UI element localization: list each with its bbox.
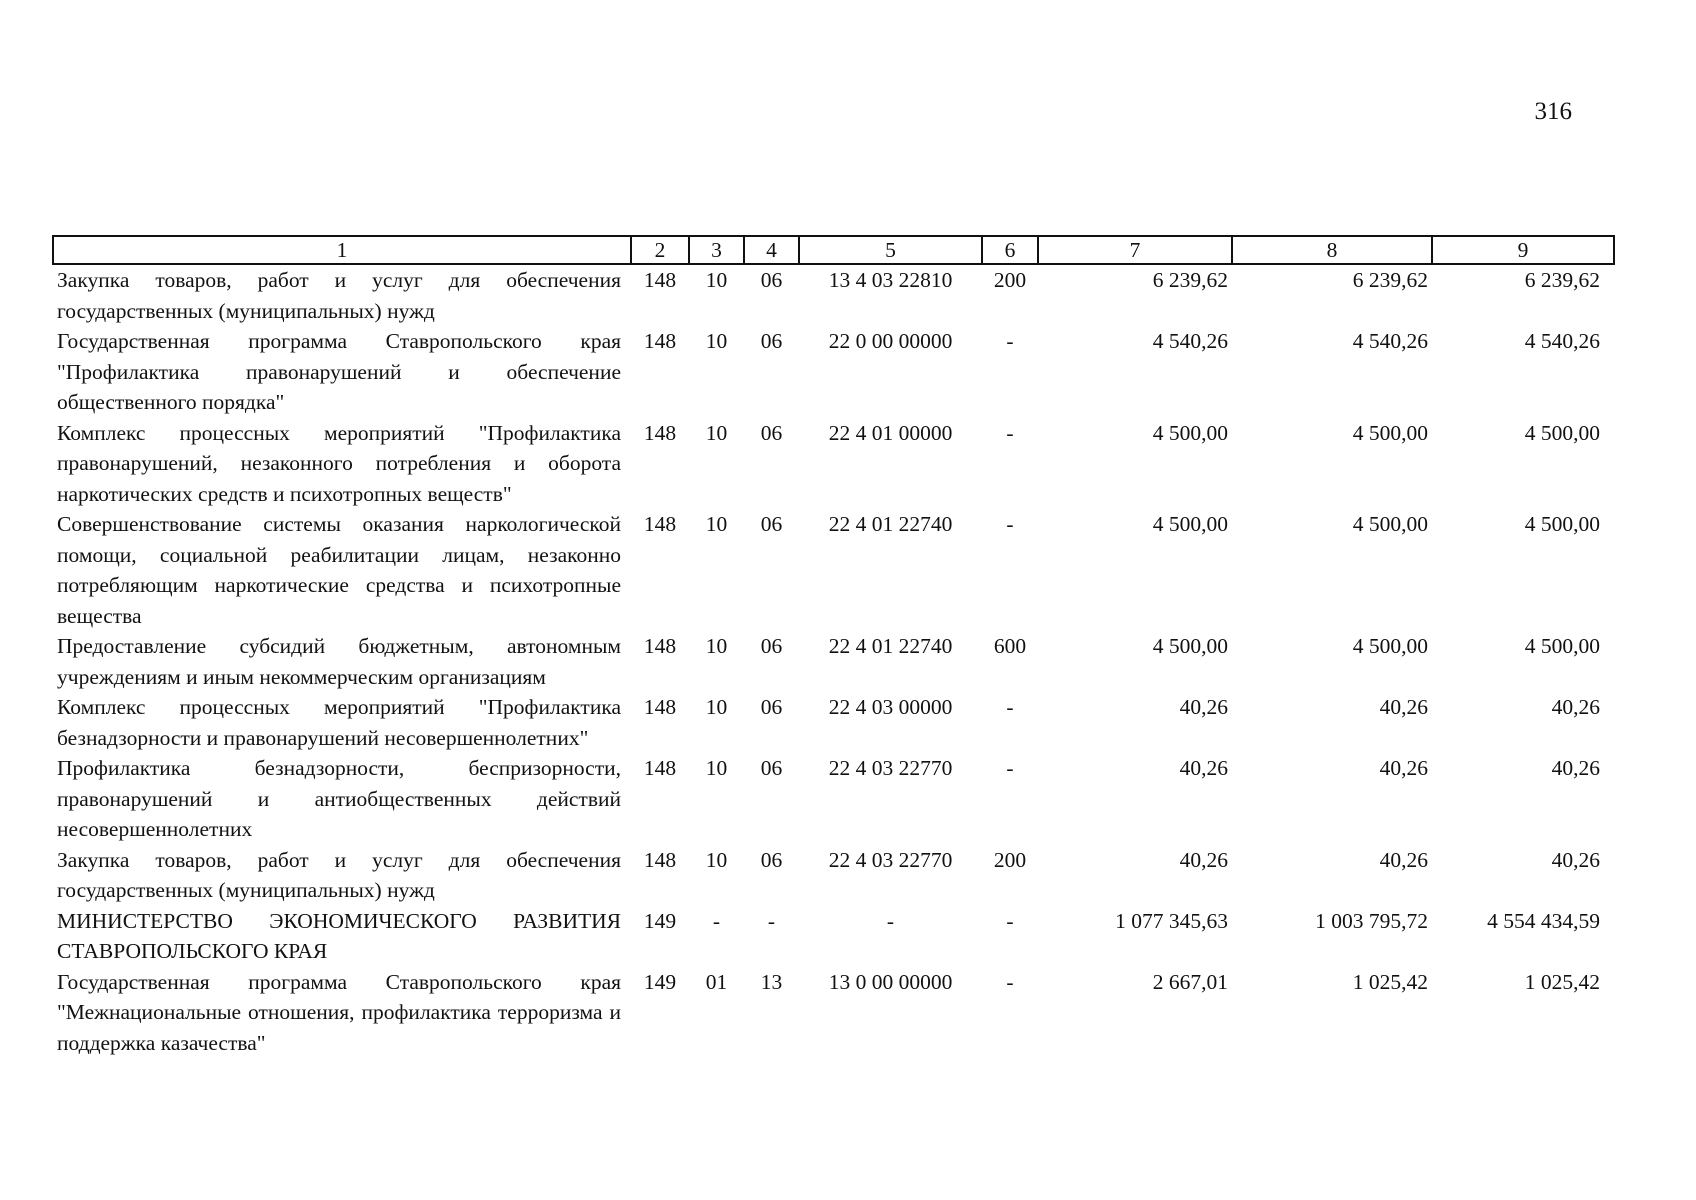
row-target-article: - bbox=[886, 908, 895, 933]
row-name: Комплекс процессных мероприятий "Профилактика безнадзорности и правонарушений несовершеннолетних" bbox=[57, 695, 621, 750]
row-amount-col9: 4 540,26 bbox=[1524, 329, 1600, 353]
row-section: 10 bbox=[705, 847, 728, 872]
row-amount-col9: 6 239,62 bbox=[1524, 268, 1600, 292]
row-section: 10 bbox=[705, 756, 728, 780]
row-amount-col8: 4 500,00 bbox=[1352, 634, 1428, 658]
table-row bbox=[53, 967, 1614, 1059]
row-expense-type: - bbox=[1006, 695, 1014, 719]
column-header-7: 7 bbox=[1038, 236, 1232, 264]
column-header-3: 3 bbox=[689, 236, 744, 264]
row-ministry-code: 148 bbox=[643, 756, 677, 780]
row-expense-type: - bbox=[1006, 512, 1014, 536]
row-subsection: 06 bbox=[760, 268, 783, 292]
row-target-article: 22 0 00 00000 bbox=[828, 329, 953, 353]
budget-table bbox=[52, 235, 1615, 1058]
row-section: 10 bbox=[705, 512, 728, 536]
row-name: МИНИСТЕРСТВО ЭКОНОМИЧЕСКОГО РАЗВИТИЯ СТАВРОПОЛЬСКОГО КРАЯ bbox=[57, 908, 621, 963]
row-amount-col9: 40,26 bbox=[1551, 695, 1600, 719]
column-header-2: 2 bbox=[631, 236, 689, 264]
row-ministry-code: 148 bbox=[643, 420, 677, 445]
row-section: - bbox=[712, 908, 721, 933]
row-amount-col9: 40,26 bbox=[1551, 756, 1600, 780]
row-name: Предоставление субсидий бюджетным, автономным учреждениям и иным некоммерческим организациям bbox=[57, 634, 621, 689]
row-expense-type: - bbox=[1006, 756, 1014, 780]
table-header bbox=[53, 236, 1614, 264]
row-section: 10 bbox=[705, 329, 728, 353]
row-amount-col7: 4 500,00 bbox=[1152, 420, 1228, 445]
table-row bbox=[53, 326, 1614, 418]
table-row bbox=[53, 264, 1614, 326]
row-ministry-code: 148 bbox=[643, 268, 677, 292]
row-amount-col7: 40,26 bbox=[1179, 847, 1228, 872]
row-target-article: 13 4 03 22810 bbox=[828, 268, 953, 292]
table-row bbox=[53, 692, 1614, 753]
row-target-article: 22 4 03 00000 bbox=[828, 695, 953, 719]
row-subsection: 06 bbox=[760, 756, 783, 780]
row-amount-col8: 1 025,42 bbox=[1352, 969, 1428, 994]
column-header-5: 5 bbox=[799, 236, 982, 264]
row-section: 01 bbox=[705, 969, 728, 994]
row-target-article: 22 4 01 00000 bbox=[828, 420, 953, 445]
row-target-article: 22 4 01 22740 bbox=[828, 634, 953, 658]
row-amount-col7: 1 077 345,63 bbox=[1115, 908, 1228, 933]
row-amount-col7: 40,26 bbox=[1179, 695, 1228, 719]
row-name: Закупка товаров, работ и услуг для обеспечения государственных (муниципальных) нужд bbox=[57, 847, 621, 902]
row-amount-col7: 4 500,00 bbox=[1152, 512, 1228, 536]
row-amount-col8: 4 500,00 bbox=[1352, 512, 1428, 536]
row-amount-col7: 2 667,01 bbox=[1152, 969, 1228, 994]
row-expense-type: - bbox=[1006, 969, 1014, 994]
row-subsection: 06 bbox=[760, 329, 783, 353]
row-amount-col9: 4 500,00 bbox=[1524, 634, 1600, 658]
row-amount-col9: 4 500,00 bbox=[1524, 420, 1600, 445]
row-amount-col8: 4 540,26 bbox=[1352, 329, 1428, 353]
row-expense-type: - bbox=[1006, 420, 1014, 445]
row-subsection: 06 bbox=[760, 847, 783, 872]
row-amount-col7: 4 540,26 bbox=[1152, 329, 1228, 353]
row-target-article: 22 4 01 22740 bbox=[828, 512, 953, 536]
row-ministry-code: 148 bbox=[643, 634, 677, 658]
row-subsection: 06 bbox=[760, 695, 783, 719]
row-section: 10 bbox=[705, 268, 728, 292]
page-number: 316 bbox=[1534, 98, 1572, 125]
table-row bbox=[53, 509, 1614, 631]
row-subsection: - bbox=[767, 908, 776, 933]
row-amount-col9: 4 500,00 bbox=[1524, 512, 1600, 536]
row-amount-col7: 6 239,62 bbox=[1152, 268, 1228, 292]
column-header-6: 6 bbox=[982, 236, 1038, 264]
table-row bbox=[53, 753, 1614, 845]
row-amount-col9: 40,26 bbox=[1551, 847, 1600, 872]
row-expense-type: 600 bbox=[993, 634, 1027, 658]
row-amount-col8: 40,26 bbox=[1379, 847, 1428, 872]
row-name: Профилактика безнадзорности, беспризорности, правонарушений и антиобщественных действий несовершеннолетних bbox=[57, 756, 621, 841]
row-ministry-code: 148 bbox=[643, 512, 677, 536]
row-section: 10 bbox=[705, 634, 728, 658]
table-body bbox=[53, 264, 1614, 1058]
column-header-4: 4 bbox=[744, 236, 799, 264]
row-ministry-code: 148 bbox=[643, 695, 677, 719]
row-target-article: 22 4 03 22770 bbox=[828, 847, 953, 872]
column-header-1: 1 bbox=[53, 236, 631, 264]
row-ministry-code: 148 bbox=[643, 329, 677, 353]
row-amount-col8: 6 239,62 bbox=[1352, 268, 1428, 292]
row-amount-col9: 1 025,42 bbox=[1524, 969, 1600, 994]
row-name: Государственная программа Ставропольского края "Профилактика правонарушений и обеспечение общественного порядка" bbox=[57, 329, 621, 414]
row-expense-type: 200 bbox=[993, 847, 1027, 872]
row-subsection: 06 bbox=[760, 634, 783, 658]
row-amount-col8: 40,26 bbox=[1379, 695, 1428, 719]
row-amount-col8: 1 003 795,72 bbox=[1315, 908, 1428, 933]
header-row bbox=[53, 236, 1614, 264]
column-header-8: 8 bbox=[1232, 236, 1432, 264]
row-expense-type: - bbox=[1006, 908, 1014, 933]
row-amount-col9: 4 554 434,59 bbox=[1487, 908, 1600, 933]
row-subsection: 13 bbox=[760, 969, 783, 994]
table-row bbox=[53, 845, 1614, 906]
row-target-article: 22 4 03 22770 bbox=[828, 756, 953, 780]
table-row bbox=[53, 631, 1614, 692]
column-header-9: 9 bbox=[1432, 236, 1614, 264]
row-subsection: 06 bbox=[760, 512, 783, 536]
row-ministry-code: 149 bbox=[643, 969, 677, 994]
table-row bbox=[53, 418, 1614, 510]
table-row bbox=[53, 906, 1614, 967]
row-name: Государственная программа Ставропольского края "Межнациональные отношения, профилактика терроризма и поддержка казачества" bbox=[57, 969, 621, 1055]
row-amount-col7: 4 500,00 bbox=[1152, 634, 1228, 658]
row-target-article: 13 0 00 00000 bbox=[828, 969, 953, 994]
row-section: 10 bbox=[705, 420, 728, 445]
row-ministry-code: 148 bbox=[643, 847, 677, 872]
row-amount-col8: 4 500,00 bbox=[1352, 420, 1428, 445]
row-expense-type: - bbox=[1006, 329, 1014, 353]
row-expense-type: 200 bbox=[993, 268, 1027, 292]
row-amount-col8: 40,26 bbox=[1379, 756, 1428, 780]
row-ministry-code: 149 bbox=[643, 908, 677, 933]
row-name: Закупка товаров, работ и услуг для обеспечения государственных (муниципальных) нужд bbox=[57, 268, 621, 323]
row-section: 10 bbox=[705, 695, 728, 719]
row-name: Совершенствование системы оказания наркологической помощи, социальной реабилитации лицам, незаконно потребляющим наркотические средства и психотропные вещества bbox=[57, 512, 621, 628]
row-subsection: 06 bbox=[760, 420, 783, 445]
row-amount-col7: 40,26 bbox=[1179, 756, 1228, 780]
row-name: Комплекс процессных мероприятий "Профилактика правонарушений, незаконного потребления и оборота наркотических средств и психотропных веществ" bbox=[57, 420, 621, 506]
